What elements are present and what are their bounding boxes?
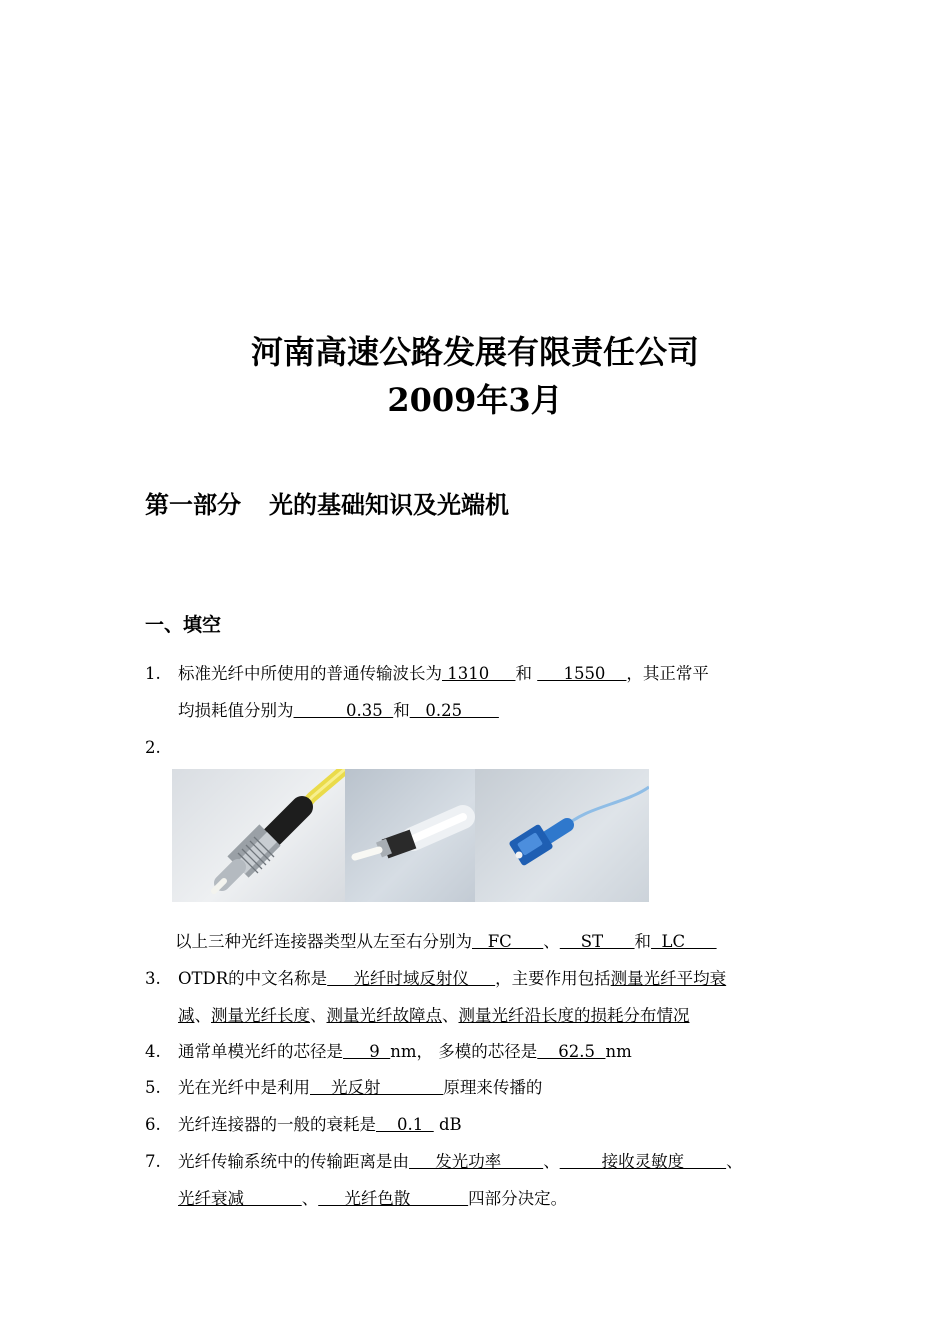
question-text: 以上三种光纤连接器类型从左至右分别为 (175, 932, 472, 951)
question-4 (145, 1033, 815, 1070)
answer-blank: 光纤色散 (318, 1189, 469, 1208)
question-number: 7. (145, 1152, 161, 1171)
question-2-caption (175, 925, 717, 959)
question-text: nm， 多模的芯径是 (390, 1042, 538, 1061)
question-number: 4. (145, 1042, 161, 1061)
answer-blank: 测量光纤长度 (211, 1006, 310, 1025)
answer-blank: 0.35 (293, 701, 394, 720)
answer-blank: 测量光纤平均衰 (610, 969, 727, 988)
question-3 (145, 960, 815, 1034)
company-title: 河南高速公路发展有限责任公司 (250, 333, 699, 371)
question-text: 、 (301, 1189, 319, 1208)
question-number: 2. (145, 738, 161, 757)
answer-blank: 发光功率 (409, 1152, 544, 1171)
part-label: 第一部分 (145, 490, 241, 519)
answer-blank: 减 (178, 1006, 195, 1025)
question-text: 、 (543, 932, 560, 951)
question-text: 均损耗值分别为 (178, 701, 294, 720)
question-text: 通常单模光纤的芯径是 (178, 1042, 343, 1061)
question-text: 、 (543, 1152, 560, 1171)
connector-photos (172, 769, 649, 902)
question-text: ，其正常平 (626, 664, 709, 683)
question-text: OTDR的中文名称是 (178, 969, 328, 988)
question-1 (145, 655, 815, 729)
answer-blank: 0.25 (409, 701, 499, 720)
question-text: 光纤传输系统中的传输距离是由 (178, 1152, 409, 1171)
question-continuation (145, 692, 815, 729)
question-text: 、 (194, 1006, 211, 1025)
question-text: 四部分决定。 (468, 1189, 568, 1208)
question-text: 、 (726, 1152, 743, 1171)
question-text: 光在光纤中是利用 (178, 1078, 310, 1097)
question-continuation (145, 997, 815, 1034)
st-connector-photo (345, 769, 475, 902)
question-7 (145, 1143, 815, 1217)
question-number: 1. (145, 664, 161, 683)
question-6 (145, 1106, 815, 1143)
question-number: 6. (145, 1115, 161, 1134)
question-text: ，主要作用包括 (495, 969, 611, 988)
question-text: 标准光纤中所使用的普通传输波长为 (178, 664, 442, 683)
answer-blank: 9 (343, 1042, 391, 1061)
answer-blank: 0.1 (376, 1115, 434, 1134)
question-5 (145, 1069, 815, 1106)
answer-blank: 接收灵敏度 (559, 1152, 727, 1171)
document-date: 2009年3月 (387, 381, 563, 419)
question-continuation (145, 1180, 815, 1217)
part-heading (145, 485, 509, 520)
question-text: dB (433, 1115, 462, 1134)
question-number: 3. (145, 969, 161, 988)
answer-blank: 62.5 (537, 1042, 606, 1061)
answer-blank: 光纤时域反射仪 (327, 969, 496, 988)
question-text: 光纤连接器的一般的衰耗是 (178, 1115, 376, 1134)
question-text: 和 (515, 664, 538, 683)
sc-connector-photo (475, 769, 649, 902)
question-text: 原理来传播的 (443, 1078, 543, 1097)
answer-blank: ST (559, 932, 635, 951)
section-heading: 一、填空 (145, 614, 222, 636)
question-text: 和 (393, 701, 410, 720)
question-text: nm (605, 1042, 632, 1061)
question-number: 5. (145, 1078, 161, 1097)
answer-blank: LC (651, 932, 717, 951)
fc-connector-photo (172, 769, 345, 902)
question-text: 、 (310, 1006, 327, 1025)
question-text: 、 (442, 1006, 459, 1025)
answer-blank: 光纤衰减 (178, 1189, 302, 1208)
answer-blank: 测量光纤沿长度的损耗分布情况 (458, 1006, 690, 1025)
part-name: 光的基础知识及光端机 (269, 490, 509, 519)
answer-blank: 光反射 (310, 1078, 444, 1097)
answer-blank: FC (472, 932, 544, 951)
answer-blank: 测量光纤故障点 (326, 1006, 442, 1025)
title-block (0, 328, 950, 424)
question-2 (145, 729, 815, 766)
question-text: 和 (634, 932, 652, 951)
answer-blank: 1550 (537, 664, 627, 683)
answer-blank: 1310 (442, 664, 516, 683)
